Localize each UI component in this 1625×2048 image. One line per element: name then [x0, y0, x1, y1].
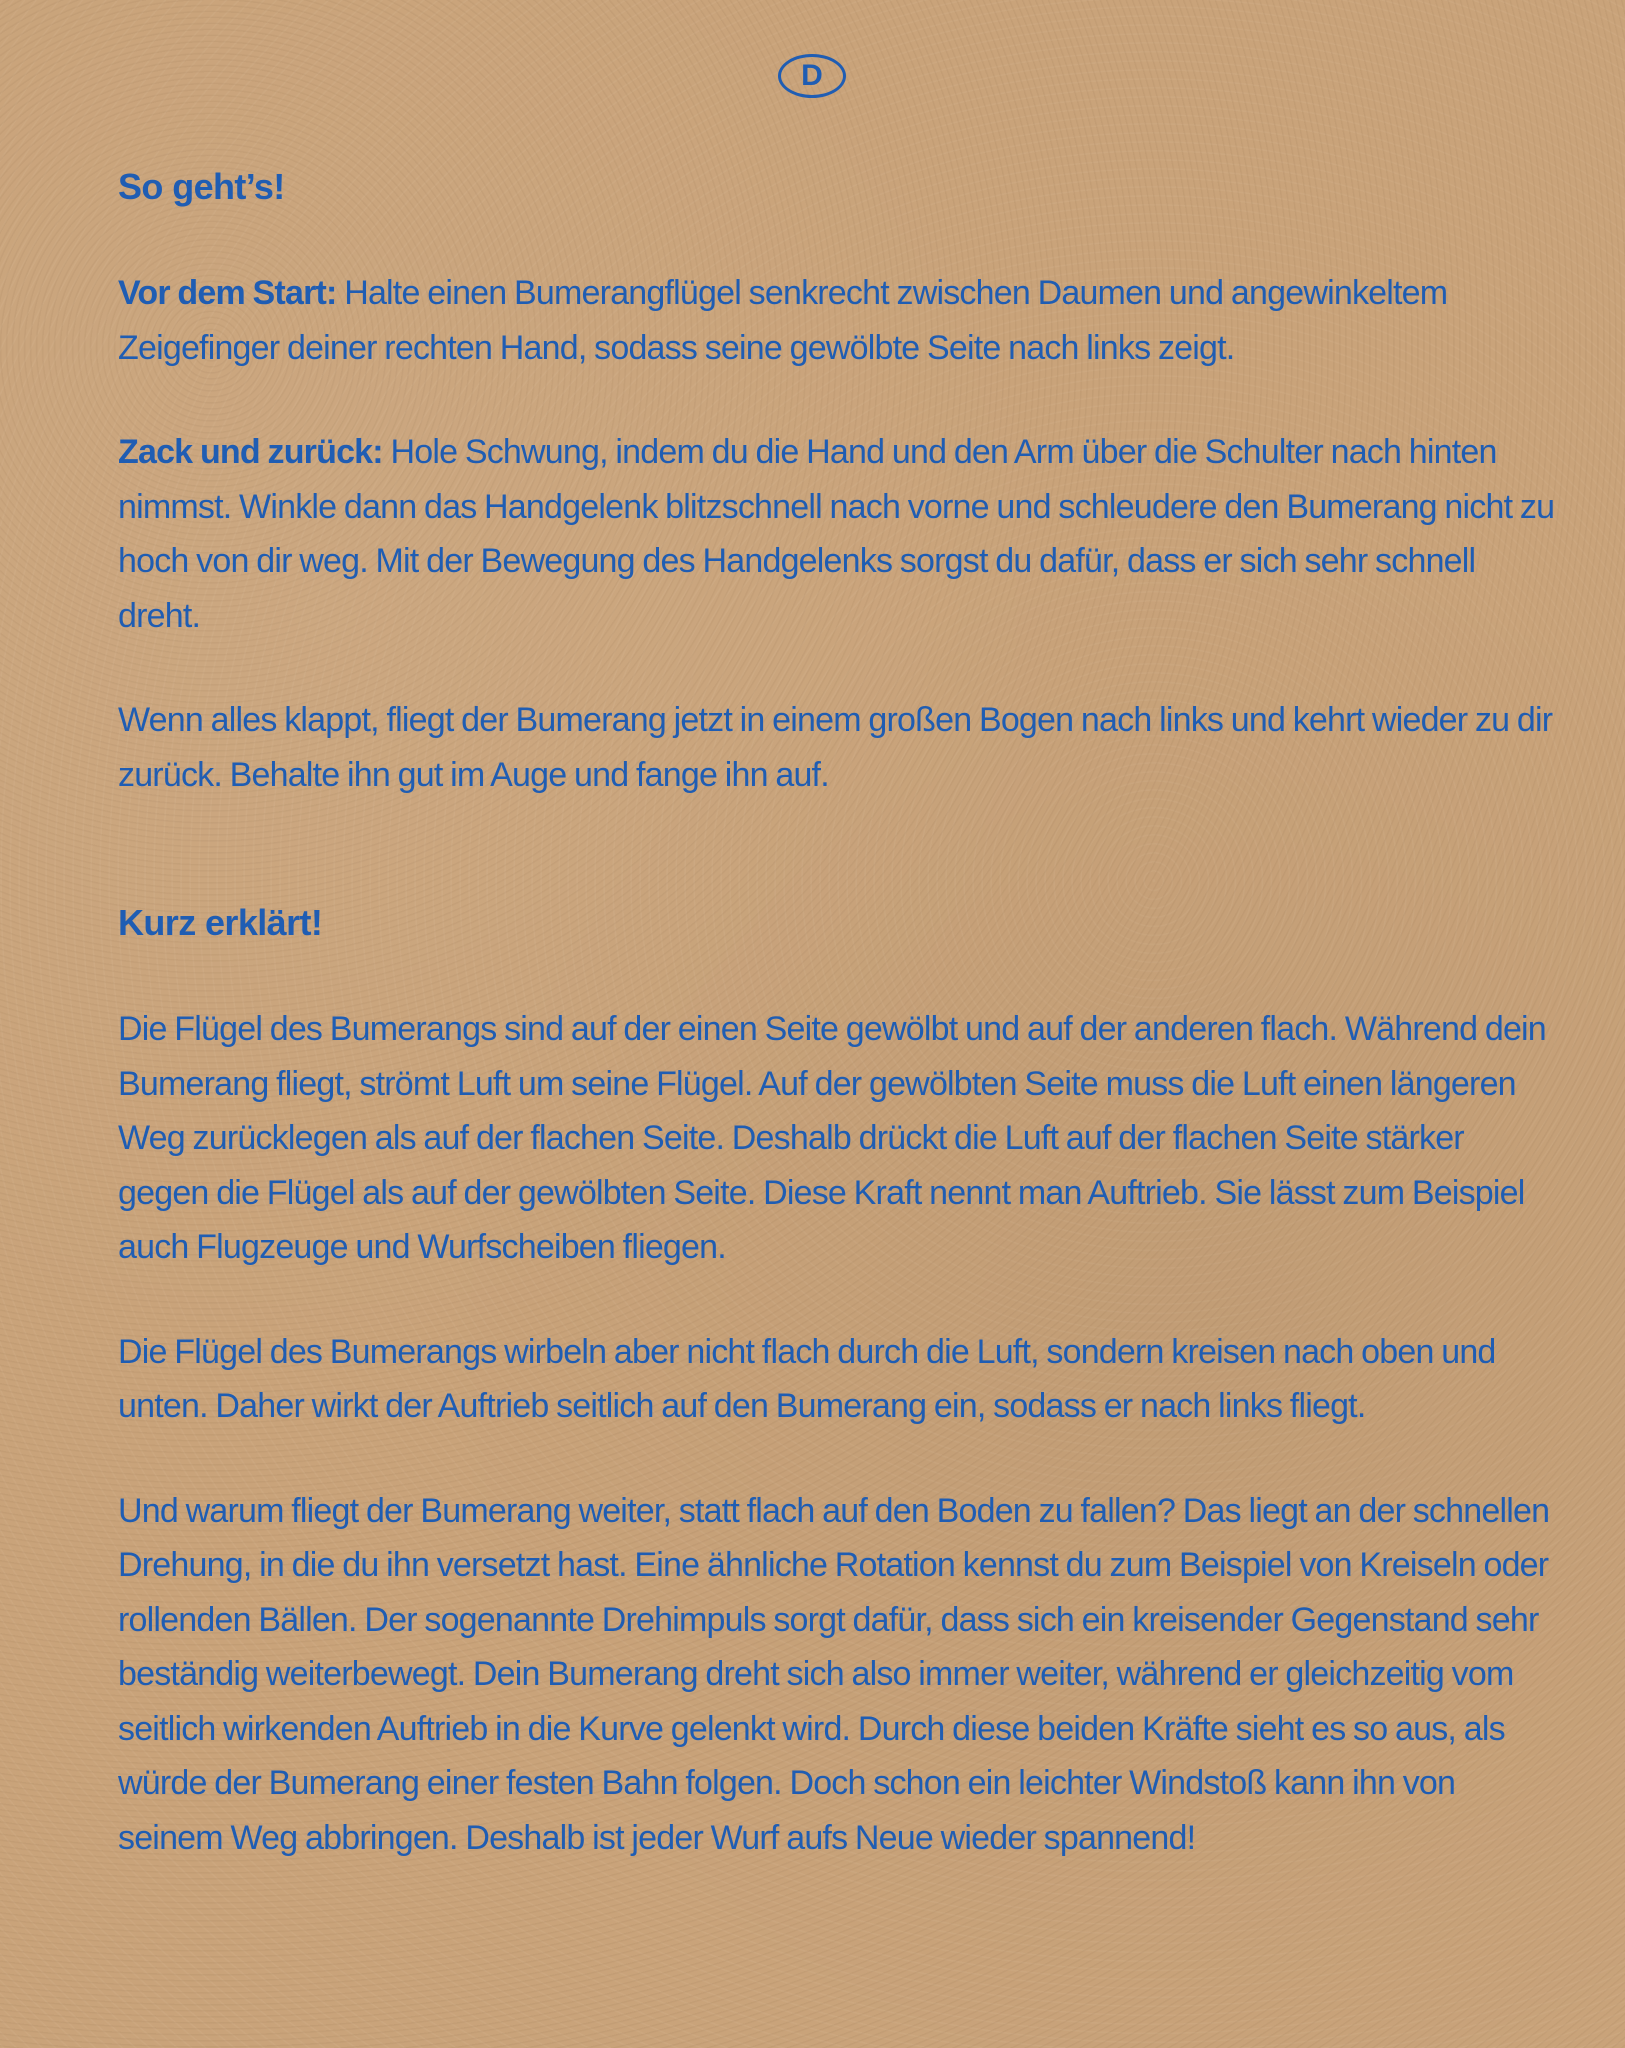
paragraph-throw	[118, 425, 1558, 643]
page-content	[118, 160, 1558, 1865]
language-badge	[778, 54, 846, 98]
paragraph-lift: Die Flügel des Bumerangs sind auf der einen Seite gewölbt und auf der anderen flach. Während dein Bumerang fliegt, strömt Luft um seine Flügel. Auf der gewölbten Seite muss die Luft einen längeren Weg zurücklegen als auf der flachen Seite. Deshalb drückt die Luft auf der flachen Seite stärker gegen die Flügel als auf der gewölbten Seite. Diese Kraft nennt man Auftrieb. Sie lässt zum Beispiel auch Flugzeuge und Wurfscheiben fliegen.	[118, 1010, 1546, 1266]
paragraph-text-throw: Hole Schwung, indem du die Hand und den Arm über die Schulter nach hinten nimmst. Winkle dann das Handgelenk blitzschnell nach vorne und schleudere den Bumerang nicht zu hoch von dir weg. Mit der Bewegung des Handgelenks sorgst du dafür, dass er sich sehr schnell dreht.	[118, 433, 1555, 635]
paragraph-sideways-lift: Die Flügel des Bumerangs wirbeln aber nicht flach durch die Luft, sondern kreisen nach oben und unten. Daher wirkt der Auftrieb seitlich auf den Bumerang ein, sodass er nach links fliegt.	[118, 1332, 1496, 1425]
section-heading-explained: Kurz erklärt!	[118, 902, 323, 943]
section-heading-how-to: So geht’s!	[118, 166, 285, 207]
paragraph-lead-throw: Zack und zurück:	[118, 433, 383, 471]
paragraph-angular-momentum: Und warum fliegt der Bumerang weiter, statt flach auf den Boden zu fallen? Das liegt an der schnellen Drehung, in die du ihn versetzt hast. Eine ähnliche Rotation kennst du zum Beispiel von Kreiseln oder rollenden Bällen. Der sogenannte Drehimpuls sorgt dafür, dass sich ein kreisender Gegenstand sehr beständig weiterbewegt. Dein Bumerang dreht sich also immer weiter, während er gleichzeitig vom seitlich wirkenden Auftrieb in die Kurve gelenkt wird. Durch diese beiden Kräfte sieht es so aus, als würde der Bumerang einer festen Bahn folgen. Doch schon ein leichter Windstoß kann ihn von seinem Weg abbringen. Deshalb ist jeder Wurf aufs Neue wieder spannend!	[118, 1491, 1550, 1857]
paragraph-text-before-start: Halte einen Bumerangflügel senkrecht zwischen Daumen und angewinkeltem Zeigefinger deiner rechten Hand, sodass seine gewölbte Seite nach links zeigt.	[118, 274, 1448, 367]
paragraph-catch: Wenn alles klappt, fliegt der Bumerang jetzt in einem großen Bogen nach links und kehrt wieder zu dir zurück. Behalte ihn gut im Auge und fange ihn auf.	[118, 701, 1553, 794]
paragraph-lead-before-start: Vor dem Start:	[118, 274, 337, 312]
paragraph-before-start	[118, 266, 1558, 375]
language-badge-label: D	[801, 59, 823, 92]
